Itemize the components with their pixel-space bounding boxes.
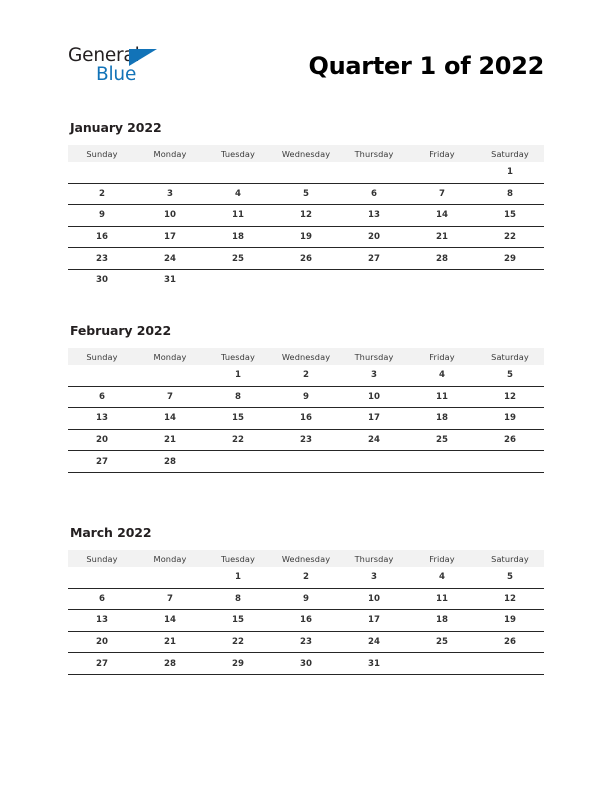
weekday-header-thursday: Thursday	[340, 550, 408, 567]
calendar-day-cell[interactable]: 21	[136, 631, 204, 653]
calendar-day-cell[interactable]: 6	[68, 588, 136, 610]
calendar-day-cell[interactable]: 4	[204, 183, 272, 205]
calendar-header-row	[68, 145, 544, 162]
calendar-week-row	[68, 162, 544, 183]
weekday-header-friday: Friday	[408, 348, 476, 365]
calendar-week-row	[68, 386, 544, 408]
calendar-day-cell[interactable]: 4	[408, 567, 476, 588]
weekday-header-sunday: Sunday	[68, 145, 136, 162]
calendar-header-row	[68, 348, 544, 365]
calendar-week-row	[68, 588, 544, 610]
weekday-header-tuesday: Tuesday	[204, 348, 272, 365]
calendar-day-cell[interactable]: 12	[476, 588, 544, 610]
calendar-day-cell[interactable]: 21	[408, 226, 476, 248]
calendar-day-cell[interactable]: 5	[272, 183, 340, 205]
calendar-week-row	[68, 451, 544, 473]
calendar-day-cell[interactable]: 23	[272, 631, 340, 653]
calendar-week-row	[68, 567, 544, 588]
calendar-day-cell[interactable]: 10	[136, 205, 204, 227]
calendar-day-cell[interactable]: 25	[204, 248, 272, 270]
calendar-day-empty	[272, 451, 340, 473]
calendar-table-january	[68, 145, 544, 291]
calendar-week-row	[68, 183, 544, 205]
calendar-day-cell[interactable]: 20	[68, 631, 136, 653]
calendar-table-march	[68, 550, 544, 675]
calendar-day-empty	[340, 451, 408, 473]
calendar-day-cell[interactable]: 16	[272, 408, 340, 430]
calendar-day-empty	[68, 162, 136, 183]
calendar-day-cell[interactable]: 19	[476, 408, 544, 430]
weekday-header-friday: Friday	[408, 550, 476, 567]
calendar-header-row	[68, 550, 544, 567]
month-block-march	[68, 525, 544, 675]
calendar-day-cell[interactable]: 1	[204, 567, 272, 588]
calendar-day-cell[interactable]: 17	[340, 408, 408, 430]
calendar-day-empty	[476, 451, 544, 473]
weekday-header-row	[68, 550, 544, 567]
calendar-day-cell[interactable]: 13	[340, 205, 408, 227]
calendar-day-cell[interactable]: 15	[204, 610, 272, 632]
calendar-day-cell[interactable]: 24	[340, 429, 408, 451]
calendar-week-row	[68, 248, 544, 270]
calendar-day-cell[interactable]: 20	[340, 226, 408, 248]
calendar-day-cell[interactable]: 21	[136, 429, 204, 451]
month-title: March 2022	[70, 525, 152, 540]
weekday-header-thursday: Thursday	[340, 145, 408, 162]
calendar-day-empty	[408, 451, 476, 473]
calendar-day-cell[interactable]: 26	[476, 429, 544, 451]
weekday-header-wednesday: Wednesday	[272, 550, 340, 567]
calendar-day-cell[interactable]: 18	[408, 610, 476, 632]
calendar-day-empty	[476, 269, 544, 290]
weekday-header-monday: Monday	[136, 348, 204, 365]
calendar-day-cell[interactable]: 17	[340, 610, 408, 632]
calendar-week-row	[68, 610, 544, 632]
weekday-header-thursday: Thursday	[340, 348, 408, 365]
calendar-day-cell[interactable]: 19	[272, 226, 340, 248]
calendar-day-cell[interactable]: 5	[476, 567, 544, 588]
calendar-day-cell[interactable]: 18	[204, 226, 272, 248]
calendar-day-cell[interactable]: 27	[340, 248, 408, 270]
weekday-header-saturday: Saturday	[476, 348, 544, 365]
calendar-day-cell[interactable]: 14	[136, 408, 204, 430]
calendar-day-cell[interactable]: 30	[96, 275, 108, 286]
month-title: February 2022	[70, 323, 172, 338]
calendar-day-cell[interactable]: 2	[68, 183, 136, 205]
calendar-day-empty	[136, 567, 204, 588]
calendar-day-cell[interactable]: 6	[340, 183, 408, 205]
weekday-header-wednesday: Wednesday	[272, 348, 340, 365]
calendar-day-cell[interactable]: 16	[272, 610, 340, 632]
calendar-week-row	[68, 631, 544, 653]
logo-text-blue: Blue	[96, 64, 137, 85]
calendar-day-cell[interactable]: 26	[272, 248, 340, 270]
calendar-day-empty	[204, 162, 272, 183]
calendar-week-row	[68, 429, 544, 451]
logo-text-general: General	[68, 45, 140, 66]
weekday-header-wednesday: Wednesday	[272, 145, 340, 162]
calendar-day-cell[interactable]: 10	[340, 386, 408, 408]
calendar-day-cell[interactable]: 8	[204, 588, 272, 610]
weekday-header-friday: Friday	[408, 145, 476, 162]
calendar-day-cell[interactable]: 9	[68, 205, 136, 227]
page-header	[68, 44, 544, 100]
calendar-day-cell[interactable]: 12	[272, 205, 340, 227]
calendar-day-cell[interactable]: 26	[476, 631, 544, 653]
calendar-week-row	[68, 408, 544, 430]
calendar-day-cell[interactable]: 3	[340, 567, 408, 588]
calendar-day-cell[interactable]: 7	[408, 183, 476, 205]
calendar-day-cell[interactable]: 15	[204, 408, 272, 430]
calendar-day-cell[interactable]: 24	[340, 631, 408, 653]
calendar-day-cell[interactable]: 22	[204, 631, 272, 653]
calendar-day-cell[interactable]: 19	[476, 610, 544, 632]
calendar-day-cell[interactable]: 6	[68, 386, 136, 408]
calendar-day-cell[interactable]: 9	[272, 588, 340, 610]
calendar-day-cell[interactable]: 11	[408, 588, 476, 610]
calendar-day-cell[interactable]: 8	[204, 386, 272, 408]
calendar-day-cell[interactable]: 1	[204, 365, 272, 386]
calendar-day-cell[interactable]: 3	[136, 183, 204, 205]
calendar-day-cell[interactable]: 28	[408, 248, 476, 270]
calendar-day-cell[interactable]: 7	[136, 386, 204, 408]
general-blue-logo	[68, 44, 188, 94]
calendar-day-cell[interactable]: 12	[476, 386, 544, 408]
month-block-february	[68, 323, 544, 473]
calendar-day-cell[interactable]: 29	[476, 248, 544, 270]
calendar-day-empty	[136, 162, 204, 183]
calendar-day-cell[interactable]: 13	[68, 408, 136, 430]
calendar-body	[68, 162, 544, 291]
calendar-day-cell[interactable]: 17	[136, 226, 204, 248]
calendar-day-cell[interactable]: 27	[68, 451, 136, 473]
calendar-day-cell[interactable]: 30	[272, 653, 340, 675]
calendar-day-cell[interactable]: 22	[476, 226, 544, 248]
calendar-day-cell[interactable]: 24	[136, 248, 204, 270]
calendar-day-empty	[204, 269, 272, 290]
calendar-day-cell[interactable]: 22	[204, 429, 272, 451]
month-title: January 2022	[70, 120, 162, 135]
calendar-day-empty	[136, 365, 204, 386]
calendar-day-cell[interactable]: 15	[476, 205, 544, 227]
weekday-header-sunday: Sunday	[68, 348, 136, 365]
calendar-day-cell[interactable]: 4	[408, 365, 476, 386]
calendar-day-cell[interactable]: 25	[408, 631, 476, 653]
calendar-day-cell[interactable]: 8	[476, 183, 544, 205]
calendar-day-cell[interactable]: 13	[68, 610, 136, 632]
calendar-day-cell[interactable]: 27	[68, 653, 136, 675]
calendar-day-cell[interactable]: 20	[68, 429, 136, 451]
weekday-header-saturday: Saturday	[476, 550, 544, 567]
weekday-header-sunday: Sunday	[68, 550, 136, 567]
weekday-header-tuesday: Tuesday	[204, 145, 272, 162]
calendar-day-cell[interactable]: 23	[272, 429, 340, 451]
weekday-header-row	[68, 145, 544, 162]
calendar-day-cell[interactable]: 10	[340, 588, 408, 610]
weekday-header-saturday: Saturday	[476, 145, 544, 162]
calendar-week-row	[68, 269, 544, 290]
calendar-day-empty	[272, 162, 340, 183]
calendar-day-cell[interactable]: 9	[272, 386, 340, 408]
calendar-day-cell[interactable]: 18	[408, 408, 476, 430]
calendar-day-cell[interactable]: 16	[68, 226, 136, 248]
calendar-day-cell[interactable]: 2	[272, 567, 340, 588]
calendar-week-row	[68, 205, 544, 227]
calendar-day-cell[interactable]: 25	[408, 429, 476, 451]
calendar-day-empty	[68, 365, 136, 386]
calendar-day-empty	[476, 653, 544, 675]
calendar-day-empty	[340, 269, 408, 290]
page-title: Quarter 1 of 2022	[308, 52, 544, 80]
calendar-day-cell[interactable]: 1	[476, 162, 544, 183]
calendar-day-cell[interactable]: 29	[204, 653, 272, 675]
calendar-day-cell[interactable]: 28	[136, 451, 204, 473]
calendar-table-february	[68, 348, 544, 473]
weekday-header-tuesday: Tuesday	[204, 550, 272, 567]
calendar-body	[68, 365, 544, 472]
calendar-day-empty	[204, 451, 272, 473]
calendar-day-empty	[340, 162, 408, 183]
calendar-day-cell[interactable]: 5	[476, 365, 544, 386]
calendar-day-empty	[68, 567, 136, 588]
calendar-body	[68, 567, 544, 674]
calendar-day-cell[interactable]: 23	[68, 248, 136, 270]
calendar-day-cell[interactable]: 3	[340, 365, 408, 386]
calendar-day-cell[interactable]: 2	[272, 365, 340, 386]
calendar-day-empty	[408, 269, 476, 290]
calendar-day-cell[interactable]: 31	[164, 275, 176, 286]
weekday-header-row	[68, 348, 544, 365]
calendar-day-cell[interactable]: 31	[340, 653, 408, 675]
calendar-day-cell[interactable]: 14	[408, 205, 476, 227]
calendar-day-cell[interactable]: 11	[408, 386, 476, 408]
calendar-day-cell[interactable]: 11	[204, 205, 272, 227]
calendar-day-empty	[408, 162, 476, 183]
month-block-january	[68, 120, 544, 291]
weekday-header-monday: Monday	[136, 550, 204, 567]
calendar-day-empty	[408, 653, 476, 675]
calendar-week-row	[68, 226, 544, 248]
calendar-day-cell[interactable]: 14	[136, 610, 204, 632]
calendar-day-cell[interactable]: 28	[136, 653, 204, 675]
calendar-week-row	[68, 365, 544, 386]
weekday-header-monday: Monday	[136, 145, 204, 162]
calendar-week-row	[68, 653, 544, 675]
calendar-day-empty	[272, 269, 340, 290]
calendar-day-cell[interactable]: 7	[136, 588, 204, 610]
